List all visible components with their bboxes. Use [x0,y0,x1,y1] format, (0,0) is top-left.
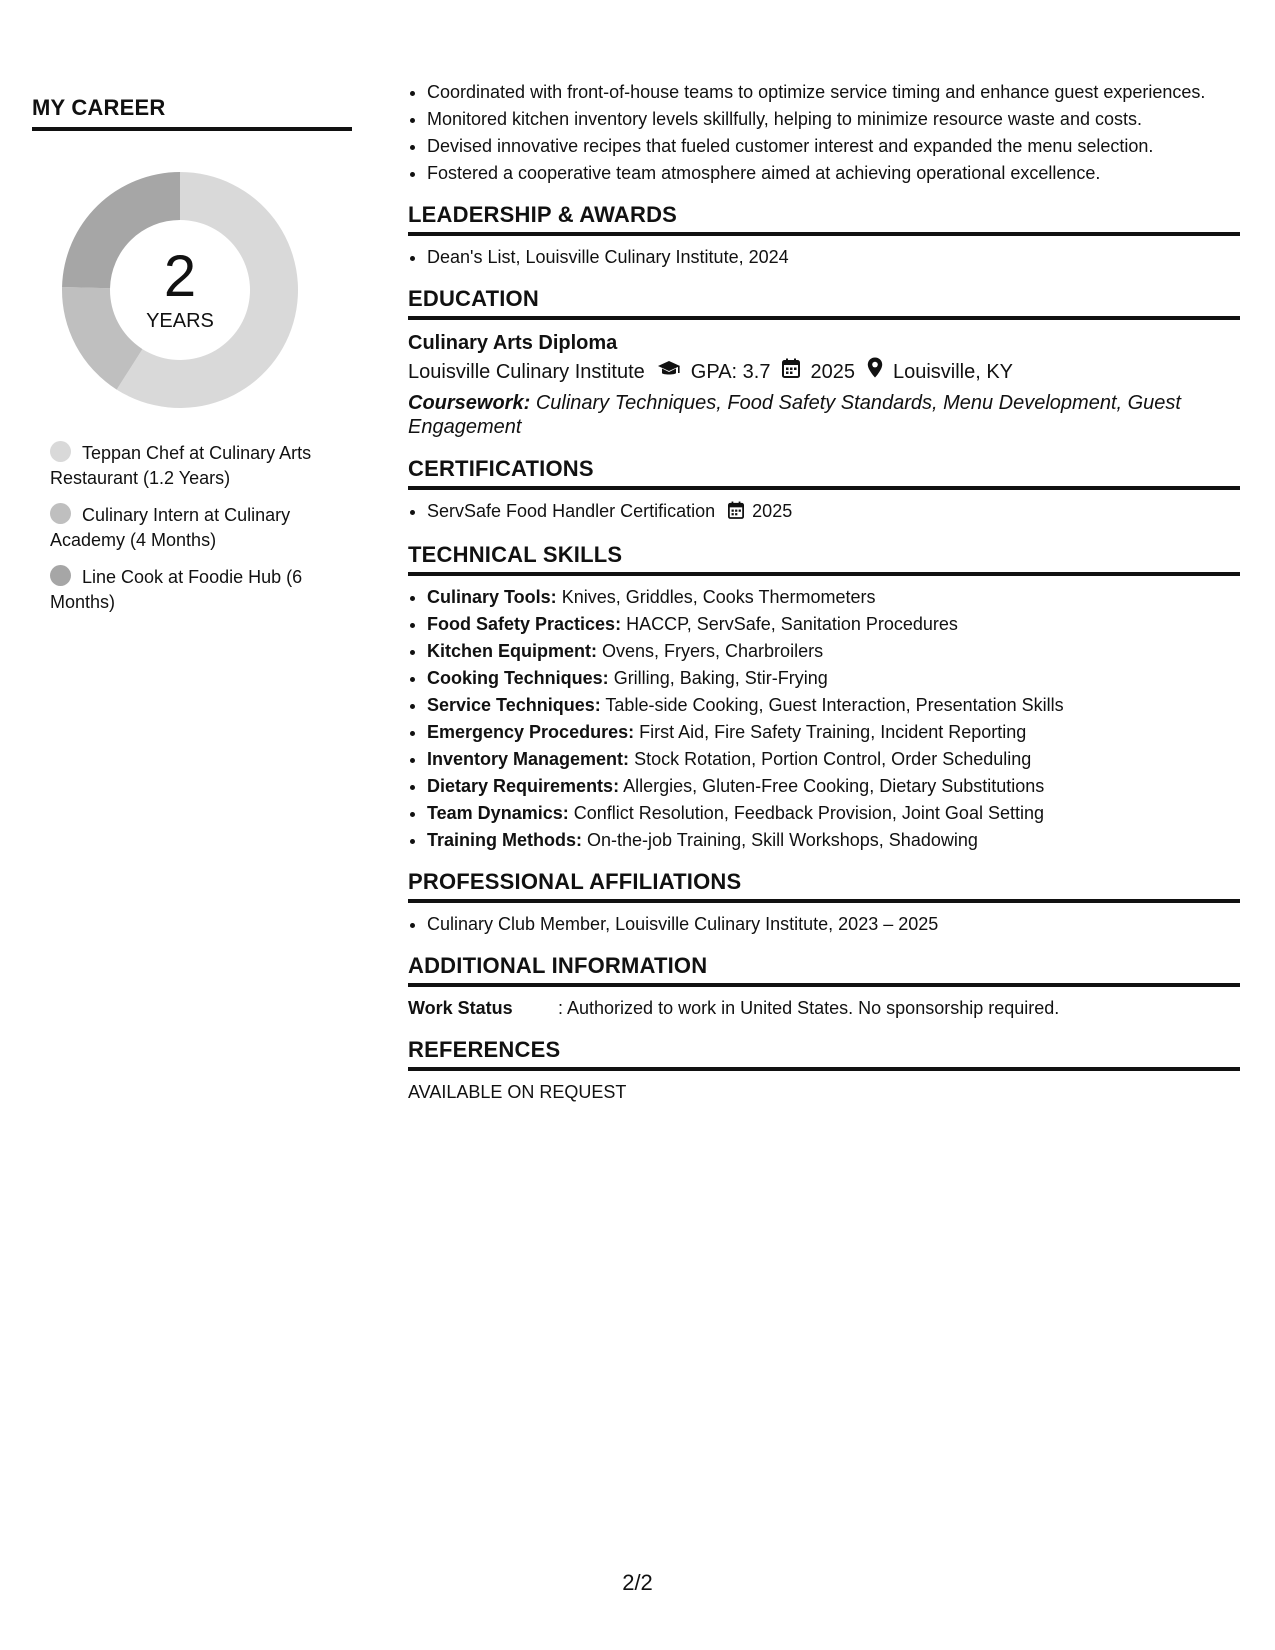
leadership-list [408,245,1240,269]
skill-value: Conflict Resolution, Feedback Provision, Joint Goal Setting [573,803,1044,823]
legend-item [50,441,352,491]
career-title: MY CAREER [32,95,352,131]
leadership-heading: LEADERSHIP & AWARDS [408,202,1240,236]
location-pin-icon [867,357,883,387]
education-year: 2025 [810,361,855,383]
education-gpa: GPA: 3.7 [690,361,771,383]
work-status-label: Work Status [408,998,513,1018]
main-column [408,80,1240,1104]
list-item [427,774,1240,798]
education-coursework [408,391,1240,439]
legend-dot-icon [50,503,71,524]
skill-value: Table-side Cooking, Guest Interaction, Presentation Skills [605,695,1064,715]
skill-value: Stock Rotation, Portion Control, Order Scheduling [634,749,1032,769]
education-degree: Culinary Arts Diploma [408,332,618,354]
skill-label: Cooking Techniques: [427,668,609,688]
list-item: • Devised innovative recipes that fueled customer interest and expanded the menu selection. [427,134,1240,158]
list-item: • Coordinated with front-of-house teams to optimize service timing and enhance guest experiences. [427,80,1240,104]
certification-year: 2025 [752,501,793,521]
certifications-list [408,499,1240,525]
skill-value: Knives, Griddles, Cooks Thermometers [561,587,876,607]
skill-label: Culinary Tools: [427,587,557,607]
skill-label: Dietary Requirements: [427,776,620,796]
skill-label: Inventory Management: [427,749,630,769]
list-item [427,828,1240,852]
list-item: • Dean's List, Louisville Culinary Institute, 2024 [427,245,1240,269]
list-item [427,612,1240,636]
skill-label: Emergency Procedures: [427,722,635,742]
legend-label: Culinary Intern at Culinary Academy (4 Months) [50,505,291,550]
certifications-heading: CERTIFICATIONS [408,456,1240,490]
education-location: Louisville, KY [892,361,1014,383]
legend-label: Line Cook at Foodie Hub (6 Months) [50,567,303,612]
skill-value: First Aid, Fire Safety Training, Incident Reporting [639,722,1027,742]
experience-bullets [408,80,1240,185]
skill-value: HACCP, ServSafe, Sanitation Procedures [626,614,958,634]
list-item [427,499,1240,525]
work-status [408,996,1240,1020]
certification-name: ServSafe Food Handler Certification [427,501,716,521]
skill-label: Team Dynamics: [427,803,569,823]
skill-label: Service Techniques: [427,695,601,715]
donut-center [55,165,305,415]
coursework-list: Culinary Techniques, Food Safety Standards, Menu Development, Guest Engagement [408,392,1181,438]
calendar-icon [728,503,749,523]
graduation-cap-icon [657,357,681,387]
career-donut-chart [55,165,305,415]
list-item [427,585,1240,609]
total-years-unit: YEARS [146,309,214,332]
legend-item [50,503,352,553]
legend-label: Teppan Chef at Culinary Arts Restaurant (1.2 Years) [50,443,312,488]
list-item [427,666,1240,690]
legend-item [50,565,352,615]
skill-value: Allergies, Gluten-Free Cooking, Dietary Substitutions [623,776,1045,796]
list-item [427,801,1240,825]
skills-heading: TECHNICAL SKILLS [408,542,1240,576]
education-heading: EDUCATION [408,286,1240,320]
skill-value: Grilling, Baking, Stir-Frying [613,668,828,688]
legend-dot-icon [50,565,71,586]
career-sidebar [32,95,352,627]
references-text: AVAILABLE ON REQUEST [408,1082,627,1102]
additional-info-heading: ADDITIONAL INFORMATION [408,953,1240,987]
education-details [408,357,1240,387]
work-status-value: : Authorized to work in United States. No sponsorship required. [558,998,1060,1018]
list-item: • Monitored kitchen inventory levels skillfully, helping to minimize resource waste and costs. [427,107,1240,131]
calendar-icon [782,357,800,387]
affiliations-heading: PROFESSIONAL AFFILIATIONS [408,869,1240,903]
coursework-label: Coursework: [408,392,531,414]
legend-dot-icon [50,441,71,462]
list-item [427,639,1240,663]
list-item: • Fostered a cooperative team atmosphere aimed at achieving operational excellence. [427,161,1240,185]
skills-list [408,585,1240,852]
total-years: 2 [163,243,197,309]
career-legend [50,441,352,615]
education-school: Louisville Culinary Institute [408,361,645,383]
skill-value: Ovens, Fryers, Charbroilers [602,641,824,661]
affiliations-list [408,912,1240,936]
skill-label: Kitchen Equipment: [427,641,597,661]
list-item [427,720,1240,744]
skill-label: Food Safety Practices: [427,614,622,634]
references-heading: REFERENCES [408,1037,1240,1071]
skill-label: Training Methods: [427,830,582,850]
skill-value: On-the-job Training, Skill Workshops, Shadowing [587,830,978,850]
page-number: 2/2 [622,1570,653,1595]
list-item [427,747,1240,771]
list-item [427,693,1240,717]
list-item: • Culinary Club Member, Louisville Culinary Institute, 2023 – 2025 [427,912,1240,936]
